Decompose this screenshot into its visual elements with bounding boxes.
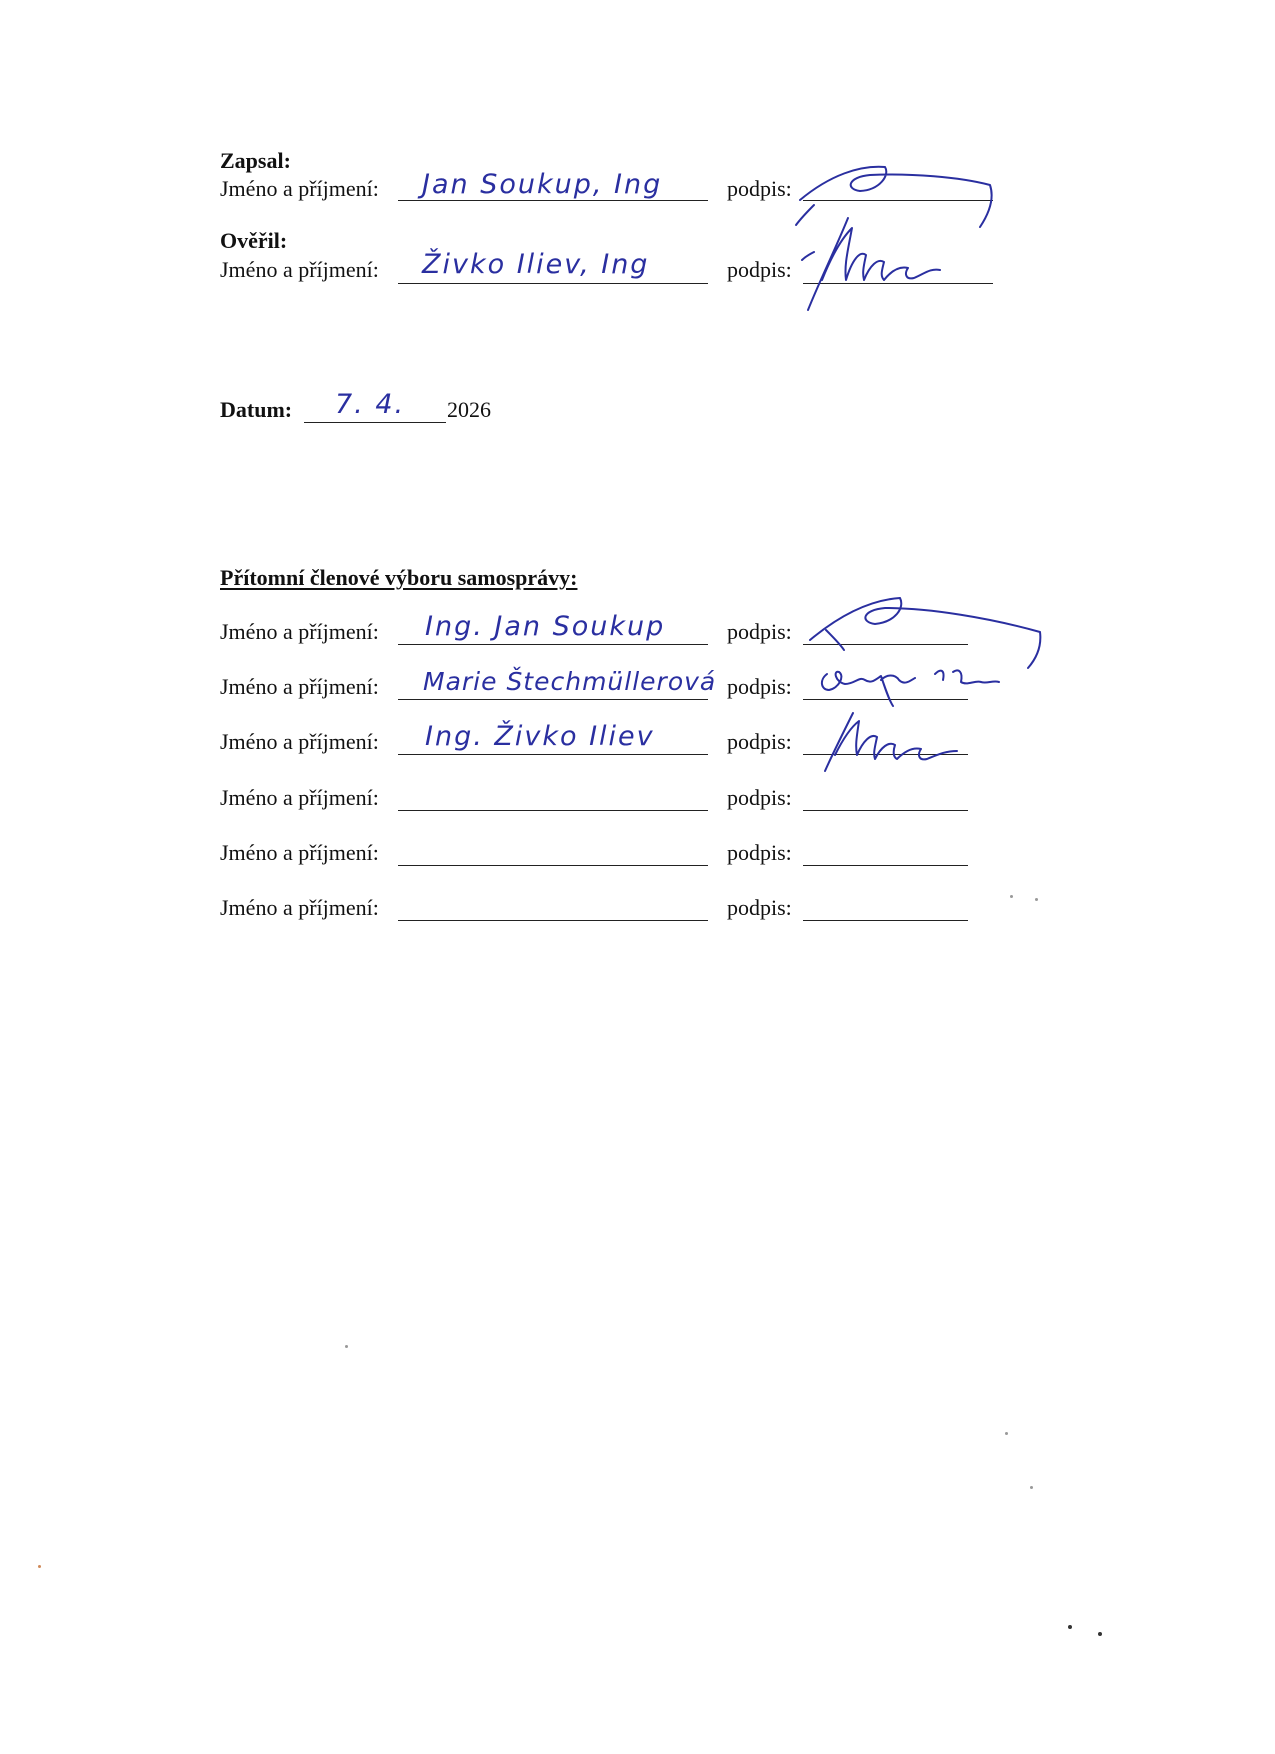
recorded-heading: Zapsal: — [220, 148, 291, 173]
scan-speck — [1068, 1625, 1072, 1629]
verified-name-label: Jméno a příjmení: — [220, 257, 379, 282]
scan-speck — [38, 1565, 41, 1568]
attendee-signature-line — [803, 920, 968, 921]
attendee-signature-label: podpis: — [727, 895, 792, 920]
scan-speck — [1030, 1486, 1033, 1489]
recorded-signature-label: podpis: — [727, 176, 792, 201]
attendee-signature-drawing — [815, 705, 975, 775]
scan-speck — [1035, 898, 1038, 901]
scan-speck — [1010, 895, 1013, 898]
attendee-signature-label: podpis: — [727, 674, 792, 699]
recorded-name-handwritten: Jan Soukup, Ing — [422, 169, 663, 200]
verified-signature-label: podpis: — [727, 257, 792, 282]
attendee-name-line — [398, 644, 708, 645]
attendee-signature-drawing — [815, 650, 1015, 710]
attendee-name-label: Jméno a příjmení: — [220, 840, 379, 865]
attendee-name-label: Jméno a příjmení: — [220, 785, 379, 810]
recorded-name-label: Jméno a příjmení: — [220, 176, 379, 201]
verified-name-handwritten: Živko Iliev, Ing — [422, 249, 650, 280]
attendee-signature-line — [803, 865, 968, 866]
verified-heading: Ověřil: — [220, 228, 288, 253]
date-label: Datum: — [220, 397, 293, 422]
attendees-heading: Přítomní členové výboru samosprávy: — [220, 565, 578, 590]
attendee-name-line — [398, 865, 708, 866]
recorded-name-line — [398, 200, 708, 201]
attendee-name-label: Jméno a příjmení: — [220, 895, 379, 920]
attendee-name-label: Jméno a příjmení: — [220, 619, 379, 644]
attendee-signature-label: podpis: — [727, 729, 792, 754]
attendee-name-handwritten: Ing. Živko Iliev — [425, 721, 655, 752]
date-handwritten: 7. 4. — [335, 389, 406, 420]
attendee-signature-label: podpis: — [727, 840, 792, 865]
attendee-signature-label: podpis: — [727, 785, 792, 810]
attendee-name-line — [398, 920, 708, 921]
attendee-name-label: Jméno a příjmení: — [220, 674, 379, 699]
scan-speck — [1098, 1632, 1102, 1636]
scan-speck — [1005, 1432, 1008, 1435]
verified-signature-drawing — [800, 210, 970, 315]
verified-name-line — [398, 283, 708, 284]
attendee-name-handwritten: Marie Štechmüllerová — [423, 667, 717, 696]
attendee-name-line — [398, 699, 708, 700]
attendee-name-line — [398, 810, 708, 811]
attendee-signature-label: podpis: — [727, 619, 792, 644]
attendee-name-handwritten: Ing. Jan Soukup — [425, 611, 666, 642]
date-year: 2026 — [447, 397, 491, 422]
attendee-name-label: Jméno a příjmení: — [220, 729, 379, 754]
attendee-signature-line — [803, 810, 968, 811]
attendee-name-line — [398, 754, 708, 755]
scan-speck — [345, 1345, 348, 1348]
date-line — [304, 422, 446, 423]
